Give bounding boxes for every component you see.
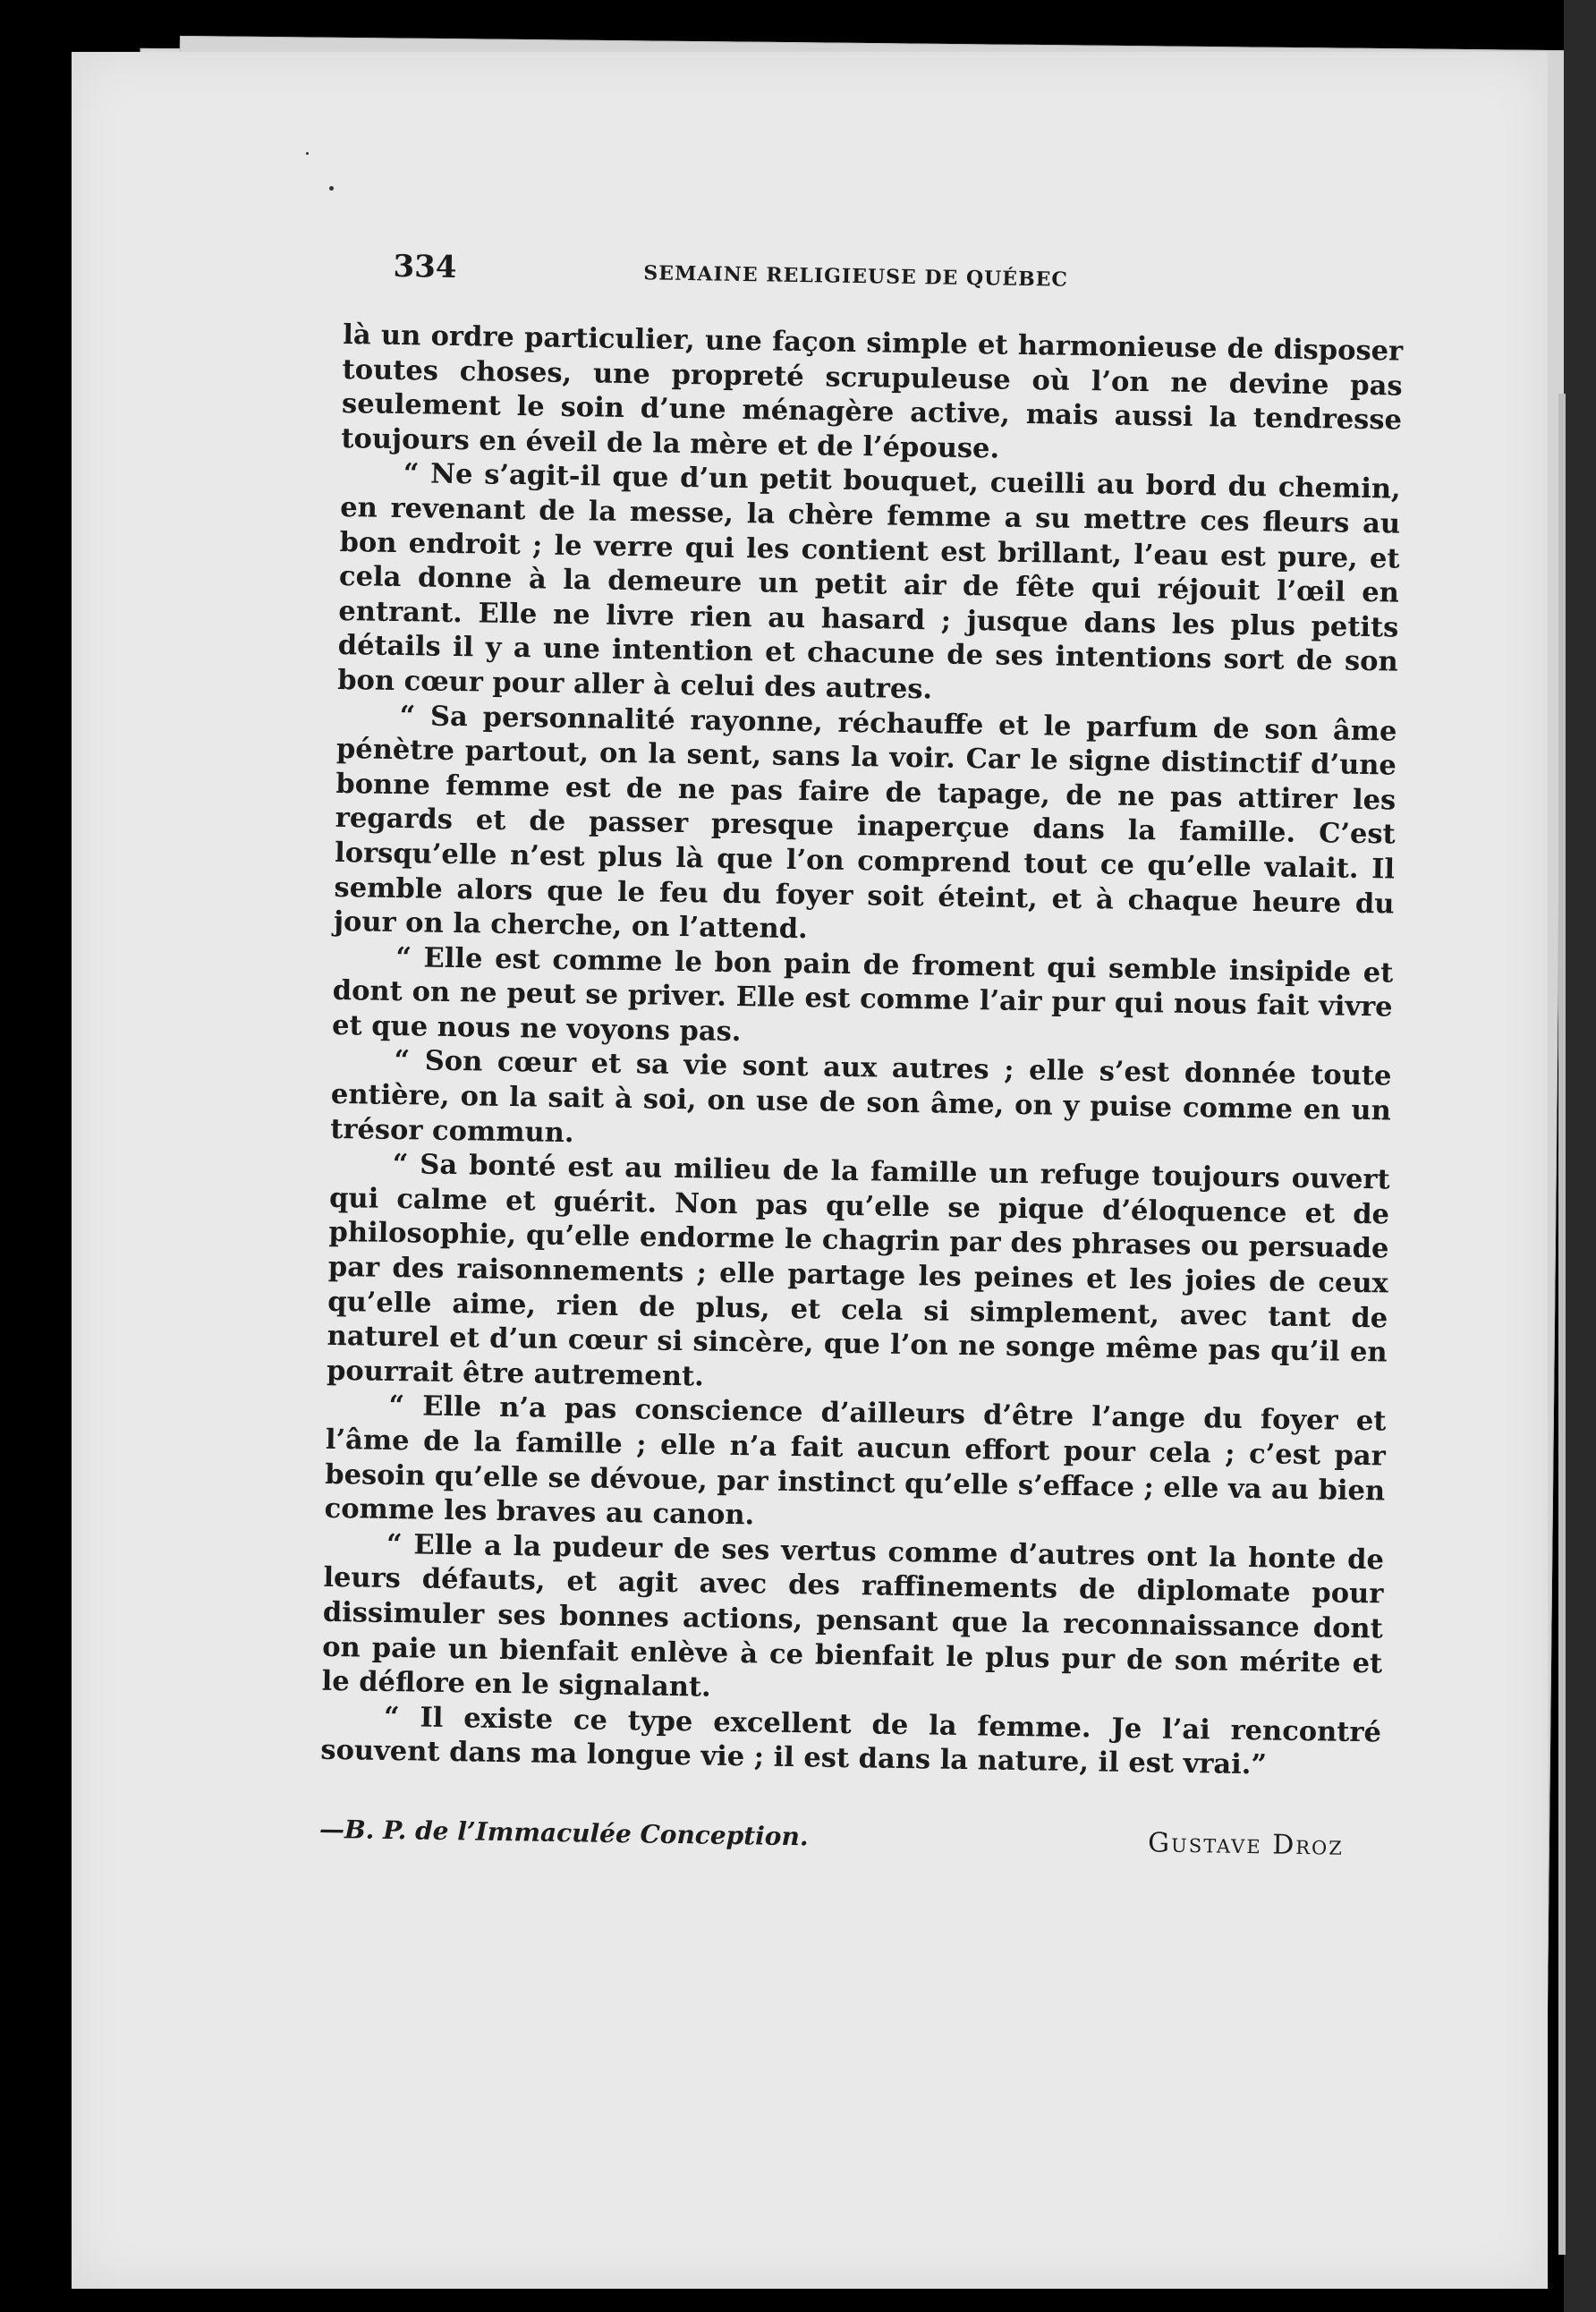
scan-speck xyxy=(329,186,334,191)
paragraph: “ Il existe ce type excellent de la femme. Je l’ai rencontré souvent dans ma longue vie ; il est dans la nature, il est vrai.” xyxy=(320,1700,1382,1781)
paragraph: là un ordre particulier, une façon simple et harmonieuse de disposer toutes choses, une propreté scrupuleuse où l’on ne devine pas seulement le soin d’une ménagère active, mais aussi la tendresse toujours en éveil de la mère et de l’épouse. xyxy=(341,318,1404,465)
paragraph: “ Ne s’agit-il que d’un petit bouquet, cueilli au bord du chemin, en revenant de la messe, la chère femme a su mettre ces fleurs au bon endroit ; le verre qui les contient est brillant, l’eau est pure, et cela donne à la demeure un petit air de fête qui réjouit l’œil en entrant. Elle ne livre rien au hasard ; jusque dans les plus petits détails il y a une intention et chacune de ses intentions sort de son bon cœur pour aller à celui des autres. xyxy=(336,457,1401,706)
paragraph: “ Sa personnalité rayonne, réchauffe et le parfum de son âme pénètre partout, on la sent, sans la voir. Car le signe distinctif d’une bonne femme est de ne pas faire de tapage, de ne pas attirer les regards et de passer presque inaperçue dans la famille. C’est lorsqu’elle n’est plus là que l’on comprend tout ce qu’elle valait. Il semble alors que le feu du foyer soit éteint, et à chaque heure du jour on la cherche, on l’attend. xyxy=(333,699,1397,946)
paragraph: “ Son cœur et sa vie sont aux autres ; elle s’est donnée toute entière, on la sait à soi, on use de son âme, on y puise comme en un trésor commun. xyxy=(330,1044,1392,1149)
paragraph: “ Elle est comme le bon pain de froment qui semble insipide et dont on ne peut se priver. Elle est comme l’air pur qui nous fait vivre et que nous ne voyons pas. xyxy=(331,940,1394,1048)
paragraph: “ Elle n’a pas conscience d’ailleurs d’être l’ange du foyer et l’âme de la famille ; elle n’a fait aucun effort pour cela ; c’est par besoin qu’elle se dévoue, par instinct qu’elle s’efface ; elle va au bien comme les braves au canon. xyxy=(324,1390,1387,1532)
scan-border xyxy=(1564,0,1596,2312)
page-number: 334 xyxy=(393,248,457,285)
running-head: SEMAINE RELIGIEUSE DE QUÉBEC xyxy=(643,261,1069,292)
source-attribution: —B. P. de l’Immaculée Conception. xyxy=(318,1814,809,1852)
article-body xyxy=(320,318,1403,1784)
paragraph: “ Elle a la pudeur de ses vertus comme d’autres ont la honte de leurs défauts, et agit avec des raffinements de diplomate pour dissimuler ses bonnes actions, pensant que la reconnaissance dont on paie un bienfait enlève à ce bienfait le plus pur de son mérite et le déflore en le signalant. xyxy=(321,1527,1385,1704)
paragraph: “ Sa bonté est au milieu de la famille un refuge toujours ouvert qui calme et guérit. Non pas qu’elle se pique d’éloquence et de philosophie, qu’elle endorme le chagrin par des phrases ou persuade par des raisonnements ; elle partage les peines et les joies de ceux qu’elle aime, rien de plus, et cela si simplement, avec tant de naturel et d’un cœur si sincère, que l’on ne songe même pas qu’il en pourrait être autrement. xyxy=(326,1148,1390,1393)
adjacent-page-edge xyxy=(1558,394,1566,2255)
page-content xyxy=(319,237,1405,1866)
scan-speck xyxy=(306,152,309,155)
author-name: Gustave Droz xyxy=(1147,1827,1345,1862)
